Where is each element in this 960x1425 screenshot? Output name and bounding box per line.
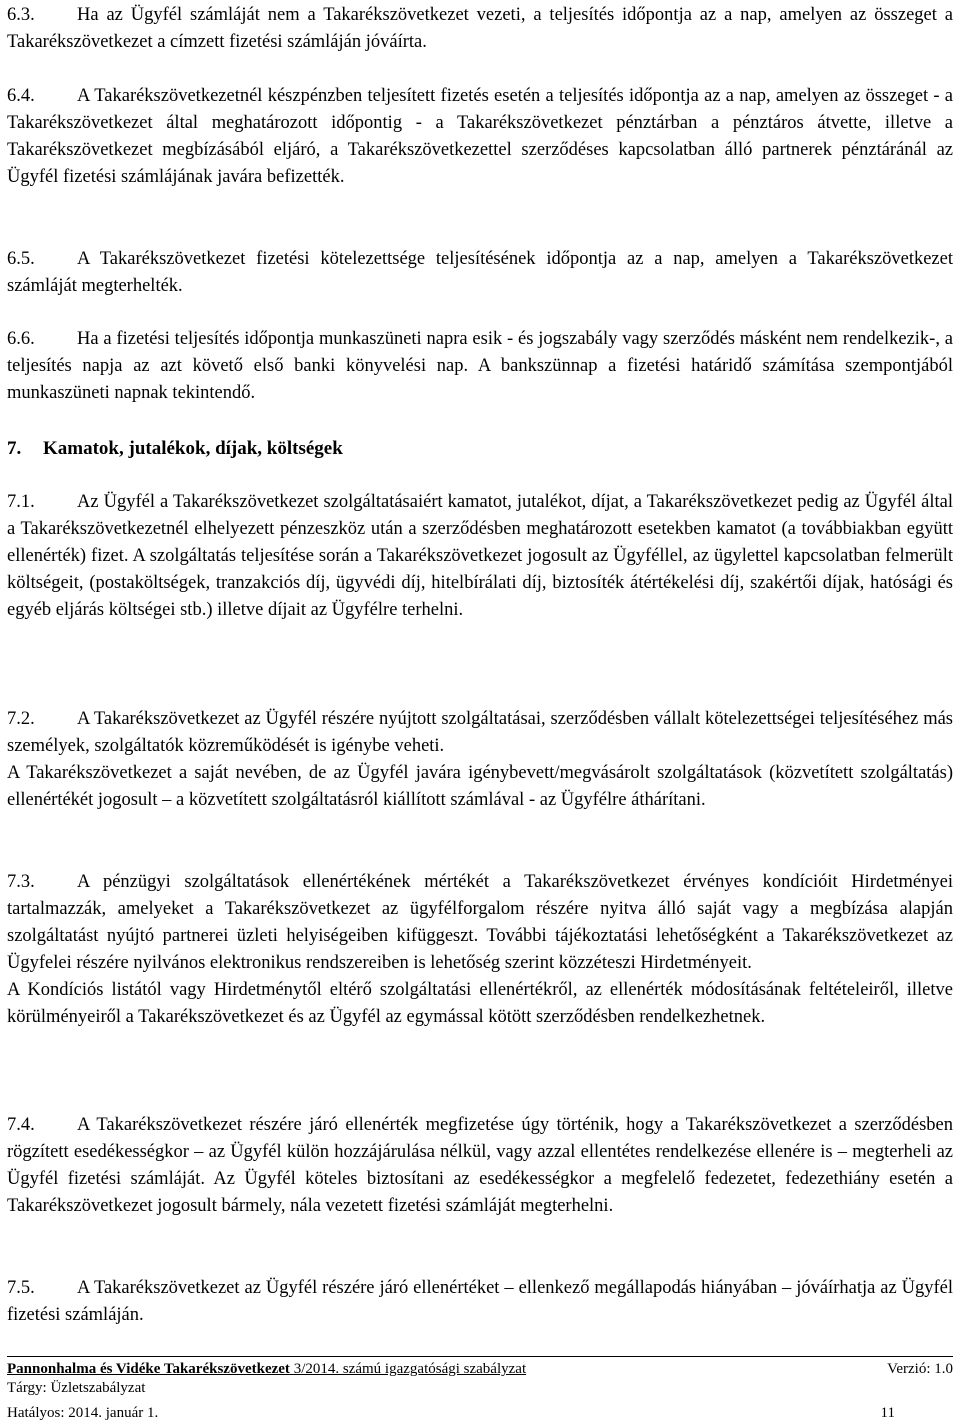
section-text: Ha a fizetési teljesítés időpontja munkaszüneti napra esik - és jogszabály vagy szerződés másként nem rendelkezik-, a teljesítés napja az azt követő első banki könyvelési nap. A bankszünnap a fizetési határidő számítása szempontjából munkaszüneti napnak tekintendő. [7, 329, 953, 403]
footer-divider [7, 1356, 953, 1357]
section-text-continued: A Takarékszövetkezet a saját nevében, de az Ügyfél javára igénybevett/megvásárolt szolgáltatások (közvetített szolgáltatás) ellenértékét jogosult – a közvetített szolgáltatásról kiállított számlával - az Ügyfélre áthárítani. [7, 763, 953, 810]
page-footer [7, 1360, 953, 1423]
section-6-3 [7, 2, 953, 56]
footer-version: Verzió: 1.0 [887, 1361, 953, 1377]
section-6-4 [7, 83, 953, 191]
section-number: 6.6. [7, 329, 35, 349]
section-number: 7.1. [7, 492, 35, 512]
section-number: 6.3. [7, 5, 35, 25]
section-text: Az Ügyfél a Takarékszövetkezet szolgáltatásaiért kamatot, jutalékot, díjat, a Takarékszövetkezet pedig az Ügyfél által a Takarékszövetkezetnél elhelyezett pénzeszköz után a szerződésben meghatározott esetekben kamatot (a továbbiakban együtt ellenérték) fizet. A szolgáltatás teljesítése során a Takarékszövetkezet jogosult az Ügyféllel, az ügylettel kapcsolatban felmerült költségeit, (postaköltségek, tranzakciós díj, ügyvédi díj, hitelbírálati díj, biztosíték átértékelési díj, szakértői díjak, hatósági és egyéb eljárás költségei stb.) illetve díjait az Ügyfélre terhelni. [7, 492, 953, 620]
section-7-3 [7, 869, 953, 1031]
section-text: Ha az Ügyfél számláját nem a Takarékszövetkezet vezeti, a teljesítés időpontja az a nap, amelyen az összeget a Takarékszövetkezet a címzett fizetési számláján jóváírta. [7, 5, 953, 52]
footer-effective-date: Hatályos: 2014. január 1. [7, 1405, 159, 1421]
section-6-5 [7, 246, 953, 300]
footer-line-2 [7, 1379, 953, 1398]
section-text-continued: A Kondíciós listától vagy Hirdetménytől eltérő szolgáltatási ellenértékről, az ellenérték módosításának feltételeiről, illetve körülményeiről a Takarékszövetkezet és az Ügyfél az egymással kötött szerződésben rendelkezhetnek. [7, 980, 953, 1027]
section-number: 7.4. [7, 1115, 35, 1135]
footer-subject: Tárgy: Üzletszabályzat [7, 1380, 146, 1396]
section-text: A Takarékszövetkezet az Ügyfél részére járó ellenértéket – ellenkező megállapodás hiányában – jóváírhatja az Ügyfél fizetési számláján. [7, 1278, 953, 1325]
chapter-heading [7, 435, 953, 462]
chapter-title: Kamatok, jutalékok, díjak, költségek [43, 438, 343, 459]
footer-regulation: 3/2014. számú igazgatósági szabályzat [289, 1361, 527, 1377]
chapter-number: 7. [7, 438, 22, 459]
section-text: A Takarékszövetkezet fizetési kötelezettsége teljesítésének időpontja az a nap, amelyen a Takarékszövetkezet számláját megterhelték. [7, 249, 953, 296]
footer-organization: Pannonhalma és Vidéke Takarékszövetkezet [7, 1361, 290, 1377]
section-number: 6.4. [7, 86, 35, 106]
section-number: 7.5. [7, 1278, 35, 1298]
footer-line-3 [7, 1404, 953, 1423]
section-text: A Takarékszövetkezet az Ügyfél részére nyújtott szolgáltatásai, szerződésben vállalt kötelezettségei teljesítéséhez más személyek, szolgáltatók közreműködését is igénybe veheti. [7, 709, 953, 756]
section-text: A Takarékszövetkezetnél készpénzben teljesített fizetés esetén a teljesítés időpontja az a nap, amelyen az összeget - a Takarékszövetkezet által meghatározott időpontig - a Takarékszövetkezet pénztárban a pénztáros átvette, illetve a Takarékszövetkezet megbízásából eljáró, a Takarékszövetkezettel szerződéses kapcsolatban álló partnerek pénztáránál az Ügyfél fizetési számlájának javára befizették. [7, 86, 953, 187]
section-7-5 [7, 1275, 953, 1329]
section-6-6 [7, 326, 953, 407]
section-text: A Takarékszövetkezet részére járó ellenérték megfizetése úgy történik, hogy a Takarékszövetkezet a szerződésben rögzített esedékességkor – az Ügyfél külön hozzájárulása nélkül, vagy azzal ellentétes rendelkezése ellenére is – megterheli az Ügyfél fizetési számláját. Az Ügyfél köteles biztosítani az esedékességkor a megfelelő fedezetet, fedezethiány esetén a Takarékszövetkezet jogosult bármely, nála vezetett fizetési számláját megterhelni. [7, 1115, 953, 1216]
section-7-2 [7, 706, 953, 814]
footer-line-1 [7, 1360, 953, 1379]
section-7-1 [7, 489, 953, 624]
section-number: 6.5. [7, 249, 35, 269]
section-7-4 [7, 1112, 953, 1220]
section-number: 7.3. [7, 872, 35, 892]
section-text: A pénzügyi szolgáltatások ellenértékének mértékét a Takarékszövetkezet érvényes kondícióit Hirdetményei tartalmazzák, amelyeket a Takarékszövetkezet az ügyfélforgalom részére nyitva álló saját vagy a megbízása alapján szolgáltatást nyújtó partnerei üzleti helyiségeiben kifüggeszt. További tájékoztatási lehetőségként a Takarékszövetkezet az Ügyfelei részére nyilvános elektronikus rendszereiben is lehetőség szerint közzéteszi Hirdetményeit. [7, 872, 953, 973]
page-number: 11 [880, 1405, 895, 1421]
section-number: 7.2. [7, 709, 35, 729]
